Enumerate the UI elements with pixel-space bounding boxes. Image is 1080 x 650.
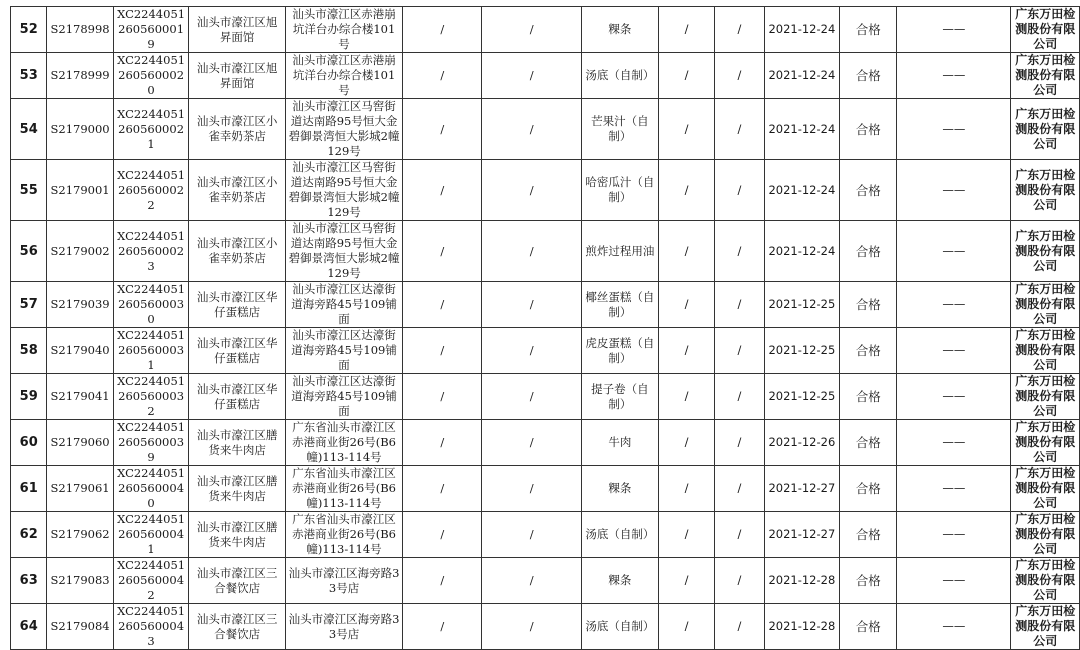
cell-sample-id: S2179039 [47, 282, 113, 328]
cell-manufacturer-name: / [403, 328, 482, 374]
cell-trademark: / [715, 374, 764, 420]
cell-manufacturer-name: / [403, 374, 482, 420]
cell-specification: / [658, 328, 715, 374]
cell-trademark: / [715, 604, 764, 650]
cell-production-date: 2021-12-25 [764, 282, 840, 328]
sampling-results-table [10, 6, 1080, 650]
table-row [11, 160, 1080, 221]
cell-manufacturer-name: / [403, 466, 482, 512]
cell-trademark: / [715, 160, 764, 221]
table-row [11, 7, 1080, 53]
cell-trademark: / [715, 328, 764, 374]
cell-manufacturer-address: / [482, 282, 582, 328]
cell-sample-id: S2179040 [47, 328, 113, 374]
table-row [11, 604, 1080, 650]
cell-failed-items: —— [897, 420, 1011, 466]
cell-production-date: 2021-12-24 [764, 221, 840, 282]
cell-row-number: 62 [11, 512, 47, 558]
cell-business-name: 汕头市濠江区华仔蛋糕店 [189, 282, 285, 328]
cell-food-name: 牛肉 [582, 420, 659, 466]
cell-task-code: XC22440512605600039 [113, 420, 189, 466]
cell-testing-agency: 广东万田检测股份有限公司 [1011, 7, 1080, 53]
cell-sample-id: S2178998 [47, 7, 113, 53]
cell-business-address: 广东省汕头市濠江区赤港商业街26号(B6幢)113-114号 [285, 420, 402, 466]
cell-task-code: XC22440512605600040 [113, 466, 189, 512]
cell-manufacturer-address: / [482, 558, 582, 604]
cell-row-number: 58 [11, 328, 47, 374]
cell-task-code: XC22440512605600042 [113, 558, 189, 604]
table-row [11, 328, 1080, 374]
cell-business-address: 广东省汕头市濠江区赤港商业街26号(B6幢)113-114号 [285, 512, 402, 558]
cell-testing-agency: 广东万田检测股份有限公司 [1011, 512, 1080, 558]
cell-production-date: 2021-12-24 [764, 160, 840, 221]
cell-result: 合格 [840, 558, 897, 604]
cell-business-name: 汕头市濠江区小雀幸奶茶店 [189, 99, 285, 160]
cell-specification: / [658, 512, 715, 558]
cell-specification: / [658, 374, 715, 420]
cell-manufacturer-name: / [403, 604, 482, 650]
cell-testing-agency: 广东万田检测股份有限公司 [1011, 374, 1080, 420]
cell-result: 合格 [840, 420, 897, 466]
cell-failed-items: —— [897, 160, 1011, 221]
cell-specification: / [658, 466, 715, 512]
cell-sample-id: S2178999 [47, 53, 113, 99]
cell-manufacturer-address: / [482, 466, 582, 512]
cell-specification: / [658, 7, 715, 53]
cell-manufacturer-address: / [482, 604, 582, 650]
cell-business-address: 汕头市濠江区马窖街道达南路95号恒大金碧御景湾恒大影城2幢129号 [285, 221, 402, 282]
cell-specification: / [658, 604, 715, 650]
cell-food-name: 粿条 [582, 466, 659, 512]
cell-trademark: / [715, 7, 764, 53]
cell-business-name: 汕头市濠江区华仔蛋糕店 [189, 328, 285, 374]
cell-manufacturer-name: / [403, 53, 482, 99]
cell-failed-items: —— [897, 99, 1011, 160]
cell-task-code: XC22440512605600022 [113, 160, 189, 221]
cell-production-date: 2021-12-28 [764, 604, 840, 650]
cell-specification: / [658, 558, 715, 604]
cell-sample-id: S2179002 [47, 221, 113, 282]
cell-business-address: 广东省汕头市濠江区赤港商业街26号(B6幢)113-114号 [285, 466, 402, 512]
cell-trademark: / [715, 466, 764, 512]
cell-manufacturer-address: / [482, 53, 582, 99]
cell-result: 合格 [840, 53, 897, 99]
cell-sample-id: S2179084 [47, 604, 113, 650]
cell-failed-items: —— [897, 328, 1011, 374]
cell-testing-agency: 广东万田检测股份有限公司 [1011, 420, 1080, 466]
cell-result: 合格 [840, 328, 897, 374]
cell-failed-items: —— [897, 558, 1011, 604]
table-row [11, 282, 1080, 328]
cell-manufacturer-address: / [482, 328, 582, 374]
cell-task-code: XC22440512605600043 [113, 604, 189, 650]
cell-result: 合格 [840, 512, 897, 558]
cell-food-name: 粿条 [582, 7, 659, 53]
cell-business-name: 汕头市濠江区小雀幸奶茶店 [189, 221, 285, 282]
cell-production-date: 2021-12-27 [764, 466, 840, 512]
cell-manufacturer-name: / [403, 160, 482, 221]
cell-food-name: 汤底（自制） [582, 512, 659, 558]
cell-testing-agency: 广东万田检测股份有限公司 [1011, 558, 1080, 604]
cell-business-name: 汕头市濠江区膳货来牛肉店 [189, 512, 285, 558]
cell-food-name: 虎皮蛋糕（自制） [582, 328, 659, 374]
cell-testing-agency: 广东万田检测股份有限公司 [1011, 466, 1080, 512]
cell-food-name: 粿条 [582, 558, 659, 604]
table-row [11, 53, 1080, 99]
cell-task-code: XC22440512605600020 [113, 53, 189, 99]
table-row [11, 420, 1080, 466]
cell-business-address: 汕头市濠江区马窖街道达南路95号恒大金碧御景湾恒大影城2幢129号 [285, 160, 402, 221]
cell-specification: / [658, 282, 715, 328]
cell-business-address: 汕头市濠江区马窖街道达南路95号恒大金碧御景湾恒大影城2幢129号 [285, 99, 402, 160]
cell-testing-agency: 广东万田检测股份有限公司 [1011, 99, 1080, 160]
cell-specification: / [658, 99, 715, 160]
cell-specification: / [658, 420, 715, 466]
cell-business-address: 汕头市濠江区达濠街道海旁路45号109铺面 [285, 328, 402, 374]
table-row [11, 374, 1080, 420]
cell-production-date: 2021-12-27 [764, 512, 840, 558]
cell-business-name: 汕头市濠江区旭昇面馆 [189, 7, 285, 53]
cell-manufacturer-address: / [482, 221, 582, 282]
cell-testing-agency: 广东万田检测股份有限公司 [1011, 328, 1080, 374]
cell-business-name: 汕头市濠江区膳货来牛肉店 [189, 420, 285, 466]
cell-failed-items: —— [897, 604, 1011, 650]
cell-row-number: 53 [11, 53, 47, 99]
cell-food-name: 提子卷（自制） [582, 374, 659, 420]
cell-trademark: / [715, 282, 764, 328]
cell-manufacturer-address: / [482, 99, 582, 160]
table-row [11, 221, 1080, 282]
cell-business-name: 汕头市濠江区膳货来牛肉店 [189, 466, 285, 512]
cell-row-number: 59 [11, 374, 47, 420]
cell-manufacturer-address: / [482, 420, 582, 466]
cell-sample-id: S2179083 [47, 558, 113, 604]
cell-manufacturer-name: / [403, 282, 482, 328]
cell-business-name: 汕头市濠江区小雀幸奶茶店 [189, 160, 285, 221]
cell-production-date: 2021-12-26 [764, 420, 840, 466]
cell-manufacturer-name: / [403, 221, 482, 282]
cell-specification: / [658, 53, 715, 99]
cell-row-number: 64 [11, 604, 47, 650]
cell-failed-items: —— [897, 282, 1011, 328]
cell-food-name: 芒果汁（自制） [582, 99, 659, 160]
cell-business-name: 汕头市濠江区旭昇面馆 [189, 53, 285, 99]
cell-row-number: 52 [11, 7, 47, 53]
cell-specification: / [658, 160, 715, 221]
cell-trademark: / [715, 558, 764, 604]
table-body [11, 7, 1080, 650]
table-row [11, 558, 1080, 604]
cell-production-date: 2021-12-24 [764, 53, 840, 99]
cell-food-name: 汤底（自制） [582, 53, 659, 99]
cell-manufacturer-name: / [403, 512, 482, 558]
cell-failed-items: —— [897, 7, 1011, 53]
cell-sample-id: S2179060 [47, 420, 113, 466]
cell-production-date: 2021-12-25 [764, 374, 840, 420]
cell-result: 合格 [840, 7, 897, 53]
cell-production-date: 2021-12-28 [764, 558, 840, 604]
cell-testing-agency: 广东万田检测股份有限公司 [1011, 221, 1080, 282]
cell-food-name: 椰丝蛋糕（自制） [582, 282, 659, 328]
cell-row-number: 60 [11, 420, 47, 466]
cell-food-name: 汤底（自制） [582, 604, 659, 650]
cell-result: 合格 [840, 99, 897, 160]
cell-manufacturer-address: / [482, 7, 582, 53]
cell-production-date: 2021-12-24 [764, 7, 840, 53]
cell-result: 合格 [840, 604, 897, 650]
cell-manufacturer-address: / [482, 512, 582, 558]
cell-sample-id: S2179000 [47, 99, 113, 160]
cell-result: 合格 [840, 282, 897, 328]
cell-trademark: / [715, 512, 764, 558]
cell-sample-id: S2179041 [47, 374, 113, 420]
cell-manufacturer-name: / [403, 99, 482, 160]
cell-failed-items: —— [897, 374, 1011, 420]
table-row [11, 512, 1080, 558]
cell-production-date: 2021-12-25 [764, 328, 840, 374]
cell-sample-id: S2179061 [47, 466, 113, 512]
cell-food-name: 煎炸过程用油 [582, 221, 659, 282]
cell-task-code: XC22440512605600031 [113, 328, 189, 374]
cell-business-address: 汕头市濠江区赤港崩坑洋台办综合楼101号 [285, 7, 402, 53]
cell-testing-agency: 广东万田检测股份有限公司 [1011, 53, 1080, 99]
cell-failed-items: —— [897, 466, 1011, 512]
table-row [11, 99, 1080, 160]
cell-trademark: / [715, 420, 764, 466]
cell-sample-id: S2179001 [47, 160, 113, 221]
cell-task-code: XC22440512605600019 [113, 7, 189, 53]
cell-food-name: 哈密瓜汁（自制） [582, 160, 659, 221]
cell-result: 合格 [840, 466, 897, 512]
cell-manufacturer-address: / [482, 374, 582, 420]
cell-result: 合格 [840, 221, 897, 282]
cell-result: 合格 [840, 160, 897, 221]
cell-business-address: 汕头市濠江区达濠街道海旁路45号109铺面 [285, 374, 402, 420]
cell-failed-items: —— [897, 53, 1011, 99]
table-row [11, 466, 1080, 512]
cell-sample-id: S2179062 [47, 512, 113, 558]
cell-business-name: 汕头市濠江区三合餐饮店 [189, 604, 285, 650]
cell-row-number: 56 [11, 221, 47, 282]
cell-row-number: 61 [11, 466, 47, 512]
cell-business-address: 汕头市濠江区海旁路33号店 [285, 604, 402, 650]
cell-trademark: / [715, 99, 764, 160]
cell-manufacturer-name: / [403, 558, 482, 604]
cell-business-address: 汕头市濠江区达濠街道海旁路45号109铺面 [285, 282, 402, 328]
cell-row-number: 63 [11, 558, 47, 604]
cell-manufacturer-name: / [403, 7, 482, 53]
cell-business-address: 汕头市濠江区赤港崩坑洋台办综合楼101号 [285, 53, 402, 99]
cell-task-code: XC22440512605600021 [113, 99, 189, 160]
cell-manufacturer-address: / [482, 160, 582, 221]
cell-business-name: 汕头市濠江区三合餐饮店 [189, 558, 285, 604]
cell-business-name: 汕头市濠江区华仔蛋糕店 [189, 374, 285, 420]
cell-testing-agency: 广东万田检测股份有限公司 [1011, 604, 1080, 650]
cell-row-number: 57 [11, 282, 47, 328]
cell-failed-items: —— [897, 221, 1011, 282]
cell-result: 合格 [840, 374, 897, 420]
cell-trademark: / [715, 221, 764, 282]
cell-testing-agency: 广东万田检测股份有限公司 [1011, 282, 1080, 328]
cell-row-number: 55 [11, 160, 47, 221]
cell-row-number: 54 [11, 99, 47, 160]
cell-production-date: 2021-12-24 [764, 99, 840, 160]
cell-business-address: 汕头市濠江区海旁路33号店 [285, 558, 402, 604]
cell-failed-items: —— [897, 512, 1011, 558]
cell-task-code: XC22440512605600023 [113, 221, 189, 282]
cell-task-code: XC22440512605600041 [113, 512, 189, 558]
cell-task-code: XC22440512605600030 [113, 282, 189, 328]
cell-trademark: / [715, 53, 764, 99]
cell-testing-agency: 广东万田检测股份有限公司 [1011, 160, 1080, 221]
cell-task-code: XC22440512605600032 [113, 374, 189, 420]
cell-specification: / [658, 221, 715, 282]
cell-manufacturer-name: / [403, 420, 482, 466]
